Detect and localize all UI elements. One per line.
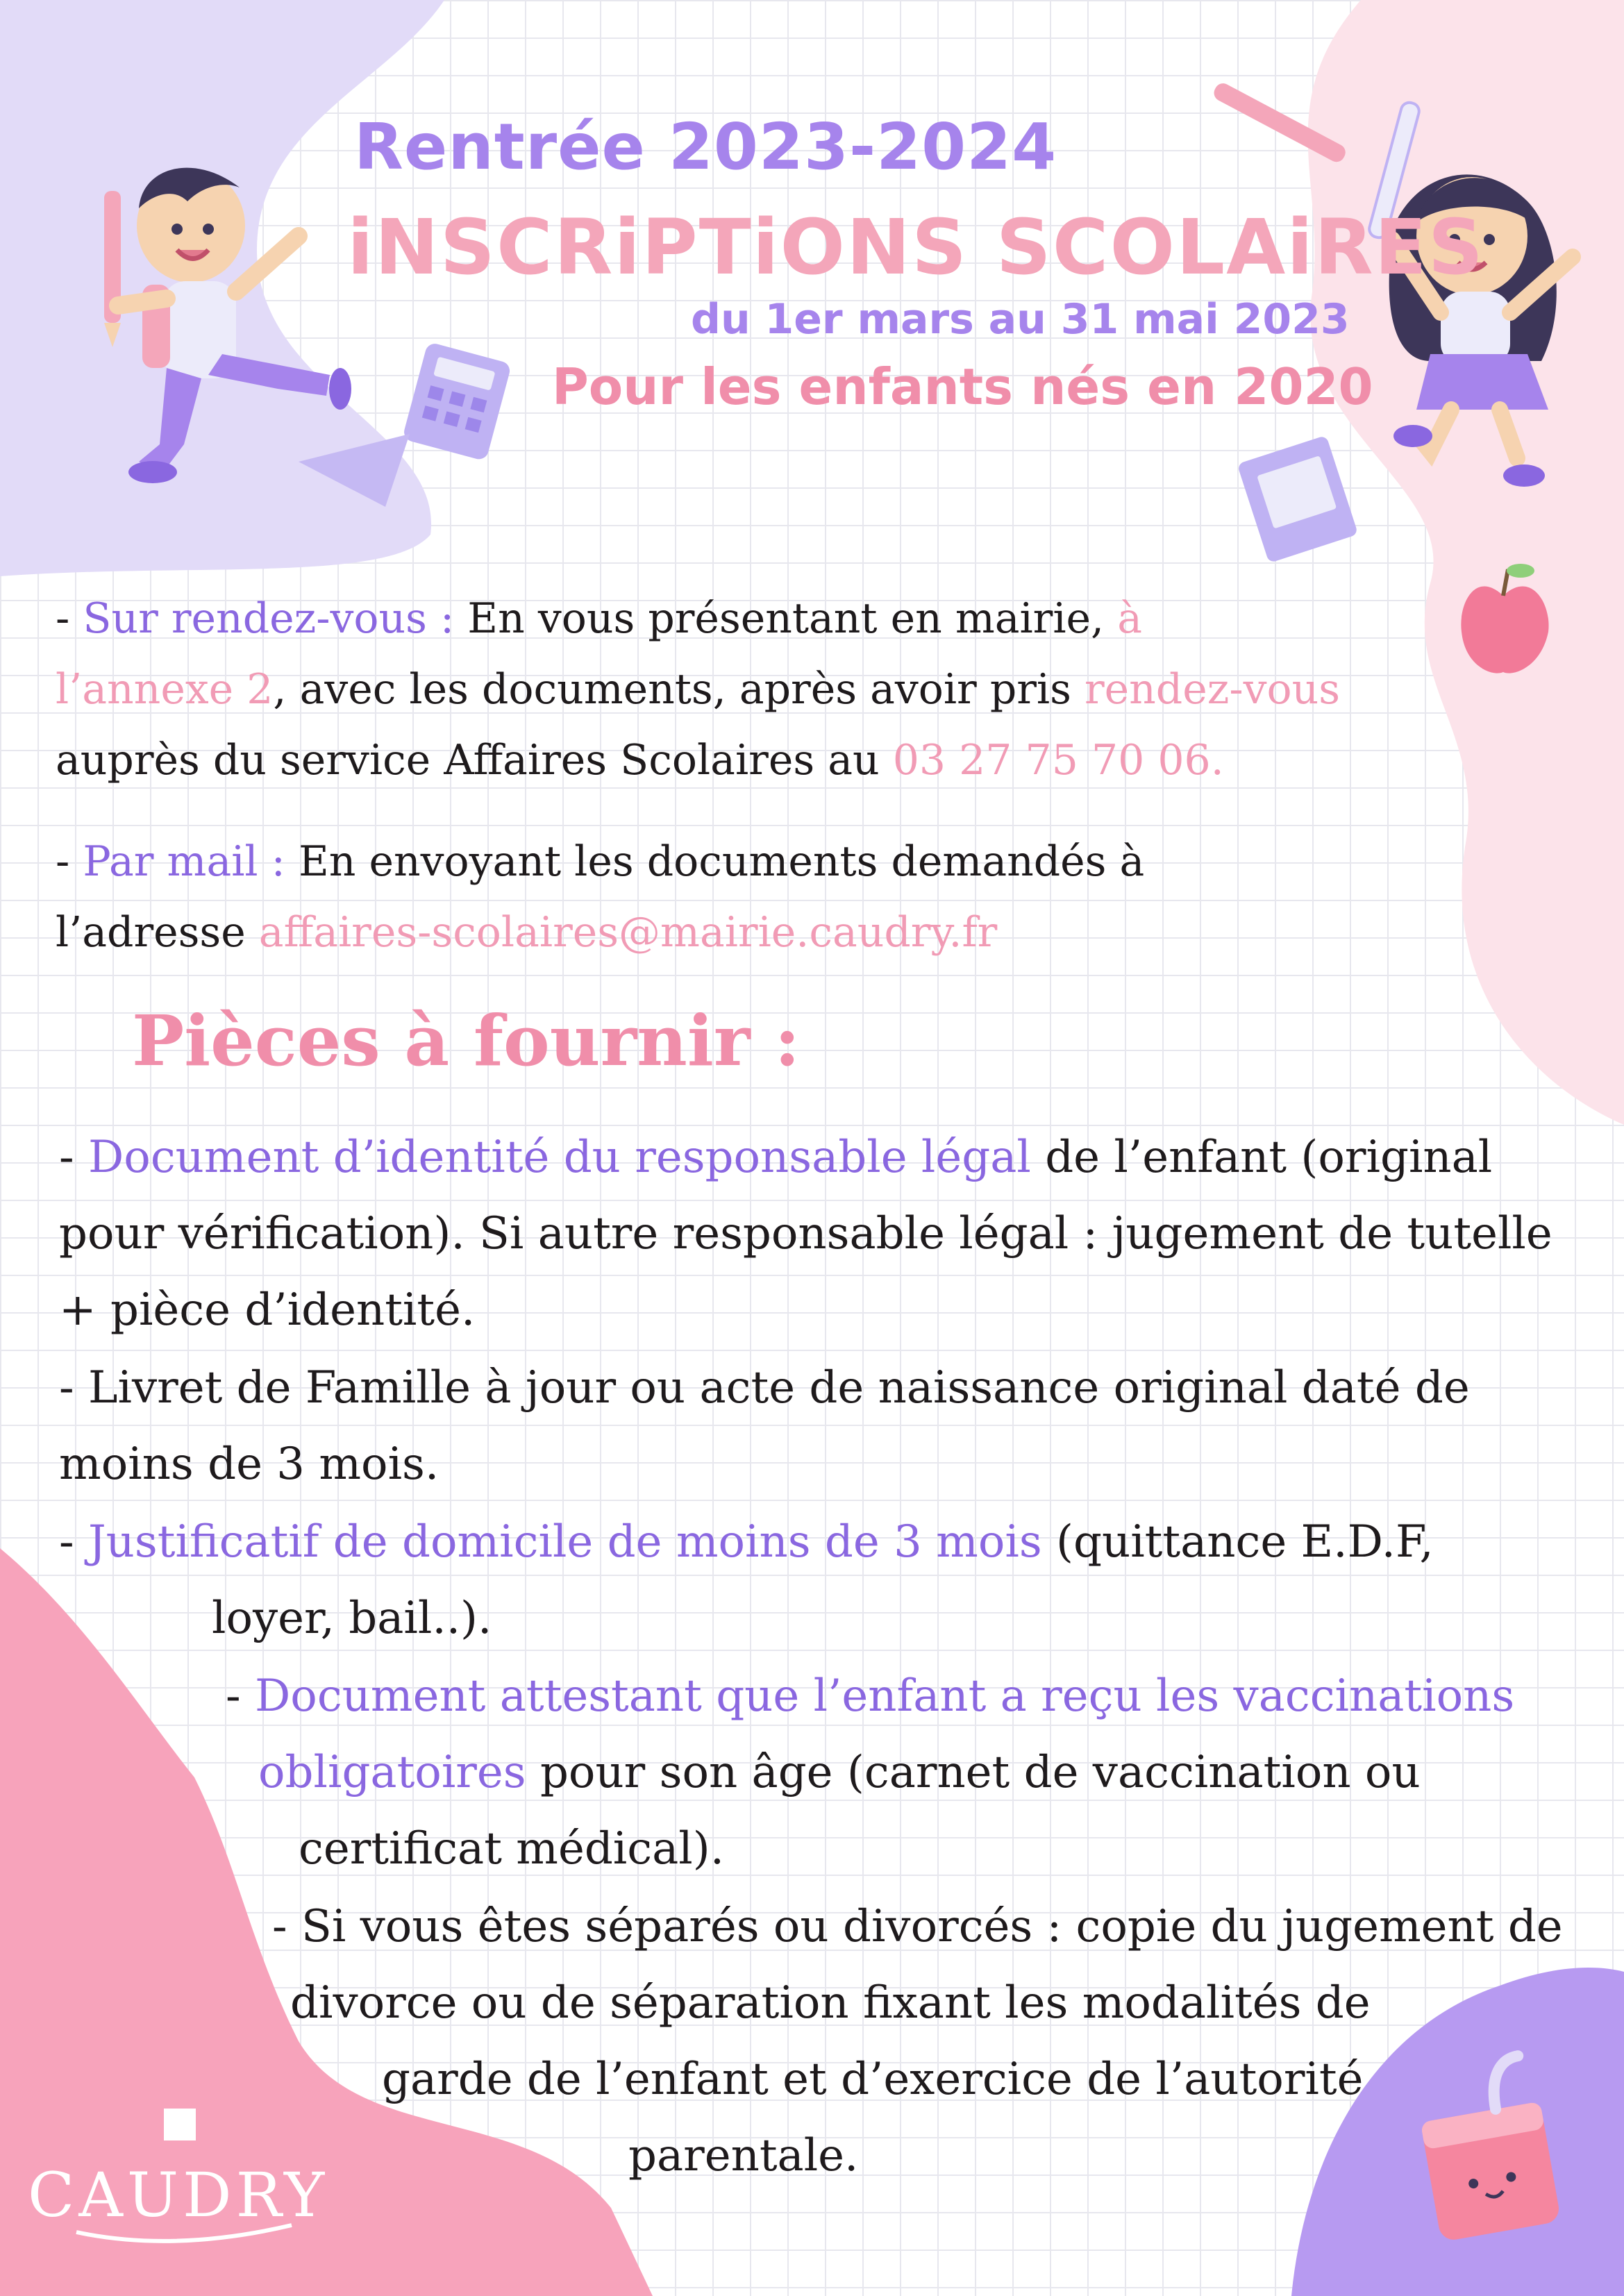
mail-text-1: En envoyant les documents demandés à [285,837,1145,886]
identity-highlight: Document d’identité du responsable légal [87,1132,1031,1183]
document-item-identity: - Document d’identité du responsable légal de l’enfant (original [59,1132,1493,1183]
email-link[interactable]: affaires-scolaires@mairie.caudry.fr [258,908,998,957]
address-highlight: Justificatif de domicile de moins de 3 mois [87,1516,1042,1568]
documents-heading: Pièces à fournir : [132,1000,801,1082]
document-item-identity-line-2: pour vérification). Si autre responsable légal : jugement de tutelle [59,1208,1552,1259]
rdv-dash: - [56,594,83,643]
document-item-divorce-line-2: divorce ou de séparation fixant les modalités de [290,1977,1371,2029]
document-item-vaccination: - Document attestant que l’enfant a reçu les vaccinations [226,1670,1515,1722]
rdv-text-1: En vous présentant en mairie, [454,594,1118,643]
mail-label: Par mail : [83,837,285,886]
document-item-divorce-line-4: parentale. [628,2130,859,2181]
document-item-vaccination-line-3: certificat médical). [299,1823,725,1875]
document-item-proof-of-address: - Justificatif de domicile de moins de 3 mois (quittance E.D.F, [59,1516,1434,1568]
mandatory-highlight: obligatoires [258,1747,526,1798]
mail-text-2: l’adresse [56,908,259,957]
rdv-text-2: , avec les documents, après avoir pris [273,665,1085,714]
caudry-logo: CAUDRY [28,2159,329,2231]
vaccination-highlight: Document attestant que l’enfant a reçu les vaccinations [254,1670,1515,1722]
page-title: Rentrée 2023-2024 [354,110,1057,184]
rdv-label: Sur rendez-vous : [83,594,455,643]
rdv-location-2: l’annexe 2 [56,665,274,714]
rdv-location-1: à [1117,594,1142,643]
document-item-proof-of-address-line-2: loyer, bail..). [212,1593,492,1644]
eligibility-text: Pour les enfants nés en 2020 [552,358,1373,416]
document-item-divorce: - Si vous êtes séparés ou divorcés : copie du jugement de [272,1901,1563,1952]
page-subtitle: iNSCRiPTiONS SCOLAiRES [347,203,1485,292]
phone-number[interactable]: 03 27 75 70 06. [892,736,1224,785]
document-item-family-book-line-2: moins de 3 mois. [59,1439,440,1490]
rdv-appointment: rendez-vous [1084,665,1341,714]
registration-dates: du 1er mars au 31 mai 2023 [691,295,1350,344]
document-item-identity-line-3: + pièce d’identité. [59,1284,476,1336]
document-item-divorce-line-3: garde de l’enfant et d’exercice de l’autorité [382,2054,1364,2105]
document-item-family-book: - Livret de Famille à jour ou acte de naissance original daté de [59,1362,1470,1414]
rdv-text-3: auprès du service Affaires Scolaires au [56,736,893,785]
document-item-vaccination-line-2: obligatoires pour son âge (carnet de vaccination ou [258,1747,1421,1798]
mail-dash: - [56,837,83,886]
